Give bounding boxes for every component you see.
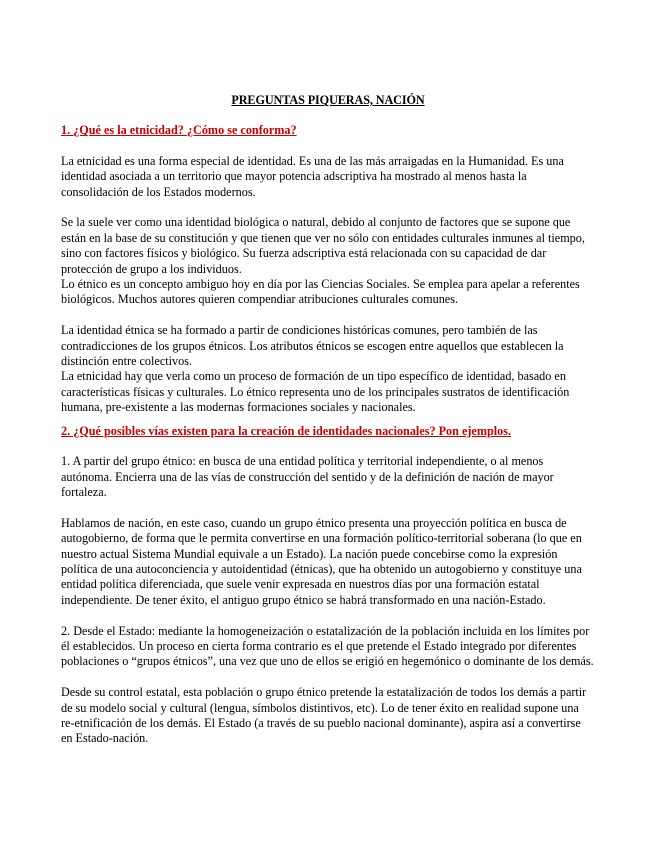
section-2-paragraph-4: Desde su control estatal, esta población o grupo étnico pretende la estatalización de todos los demás a partir de su modelo social y cultural (lengua, símbolos distintivos, etc). Lo de tener éxito en realidad supone una re-etnificación de los demás. El Estado (a través de su pueblo nacional dominante), aspira así a convertirse en Estado-nación.	[61, 685, 587, 746]
section-1-paragraph-1: La etnicidad es una forma especial de identidad. Es una de las más arraigadas en la Humanidad. Es una identidad asociada a un territorio que mayor potencia adscriptiva ha mostrado al menos hasta la consolidación de los Estados modernos.	[61, 153, 564, 199]
section-2-paragraph-3: 2. Desde el Estado: mediante la homogeneización o estatalización de la población incluida en los límites por él establecidos. Un proceso en cierta forma contrario es el que pretende el Estado integrado por diferentes poblaciones o “grupos étnicos”, una vez que uno de ellos se erigió en hegemónico o dominante de los demás.	[61, 623, 594, 669]
section-2-paragraph-2: Hablamos de nación, en este caso, cuando un grupo étnico presenta una proyección política en busca de autogobierno, de forma que le permita convertirse en una formación político-territorial soberana (lo que en nuestro actual Sistema Mundial equivale a un Estado). La nación puede concebirse como la expresión política de una autoconciencia y autoidentidad (étnicas), que ha obtenido un autogobierno y constituye una entidad política diferenciada, que suele venir expresada en nuestros días por una formación estatal independiente. De tener éxito, el antiguo grupo étnico se habrá transformado en una nación-Estado.	[61, 515, 582, 607]
section-2-paragraph-1: 1. A partir del grupo étnico: en busca de una entidad política y territorial independiente, o al menos autónoma. Encierra una de las vías de construcción del sentido y de la definición de nación de mayor fortaleza.	[61, 454, 554, 499]
question-2-heading: 2. ¿Qué posibles vías existen para la creación de identidades nacionales? Pon ejemplos.	[61, 423, 512, 438]
question-1-heading: 1. ¿Qué es la etnicidad? ¿Cómo se conforma?	[61, 123, 297, 138]
document-title: PREGUNTAS PIQUERAS, NACIÓN	[231, 93, 425, 107]
section-1-paragraph-4: La identidad étnica se ha formado a partir de condiciones históricas comunes, pero también de las contradicciones de los grupos étnicos. Los atributos étnicos se escogen entre aquellos que establecen la distinción entre colectivos.	[61, 323, 564, 369]
section-1-paragraph-5: La etnicidad hay que verla como un proceso de formación de un tipo específico de identidad, basado en características físicas y culturales. Lo étnico representa uno de los principales sustratos de identificación humana, pre-existente a las modernas formaciones sociales y nacionales.	[61, 369, 570, 415]
document-page	[61, 93, 595, 747]
section-1-paragraph-2: Se la suele ver como una identidad biológica o natural, debido al conjunto de factores que se supone que están en la base de su constitución y que tienen que ver no sólo con entidades culturales inmunes al tiempo, sino con factores físicos y biológico. Su fuerza adscriptiva está relacionada con su capacidad de dar protección de grupo a los individuos.	[61, 215, 585, 276]
section-1-paragraph-3: Lo étnico es un concepto ambiguo hoy en día por las Ciencias Sociales. Se emplea para apelar a referentes biológicos. Muchos autores quieren compendiar atribuciones culturales comunes.	[61, 277, 580, 307]
